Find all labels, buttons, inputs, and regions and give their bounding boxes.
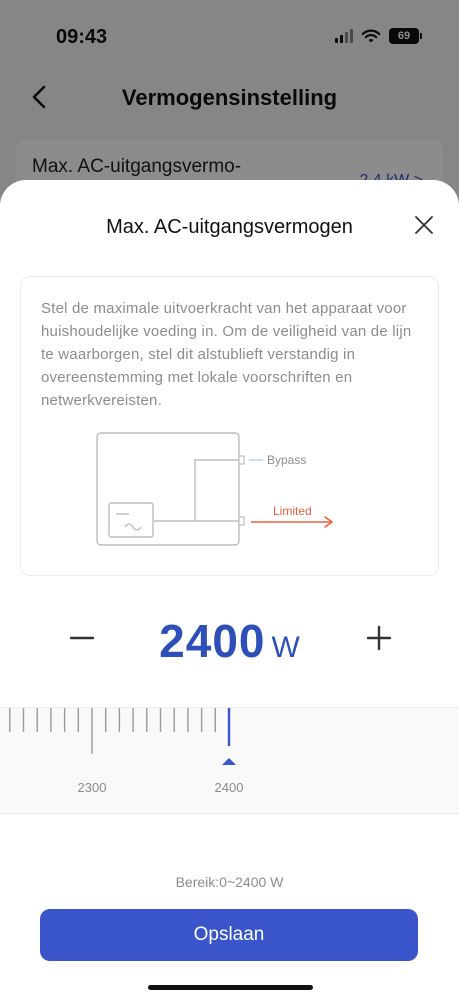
power-value-row <box>0 610 459 670</box>
ruler-label-2400: 2400 <box>214 780 244 795</box>
limited-label: Limited <box>273 504 312 518</box>
ruler-pointer <box>222 758 236 765</box>
bypass-port <box>239 456 244 464</box>
sheet-title: Max. AC-uitgangsvermogen <box>106 216 353 238</box>
power-value-number: 2400 <box>159 615 266 667</box>
info-box <box>20 276 439 576</box>
info-text: Stel de maximale uitvoerkracht van het apparaat voor huishoudelijke voeding in. Om de veiligheid van de lijn te waarborgen, stel dit alstublieft verstandig in overeenstemming met lokale voorschriften en netwerkvereisten. <box>41 300 412 409</box>
bypass-label: Bypass <box>267 453 307 467</box>
inverter-box <box>109 503 153 537</box>
setting-label: Max. AC-uitgangsvermo- <box>32 156 242 177</box>
power-slider-ruler[interactable] <box>0 707 459 814</box>
home-indicator <box>148 985 313 990</box>
range-text: Bereik:0~2400 W <box>175 874 284 890</box>
close-icon[interactable] <box>413 214 435 236</box>
plus-button[interactable] <box>359 618 399 658</box>
power-value-unit: W <box>271 631 300 664</box>
power-flow-diagram <box>91 427 371 552</box>
status-time: 09:43 <box>56 26 108 48</box>
device-box <box>97 433 239 545</box>
page-title: Vermogensinstelling <box>121 85 338 110</box>
save-button[interactable]: Opslaan <box>40 909 418 961</box>
limited-port <box>239 517 244 525</box>
ac-wave-icon <box>125 524 141 530</box>
bottom-sheet <box>0 180 459 1000</box>
battery-icon: 69 <box>389 28 419 44</box>
ruler-scale[interactable] <box>0 708 459 815</box>
ruler-label-2300: 2300 <box>77 780 107 795</box>
